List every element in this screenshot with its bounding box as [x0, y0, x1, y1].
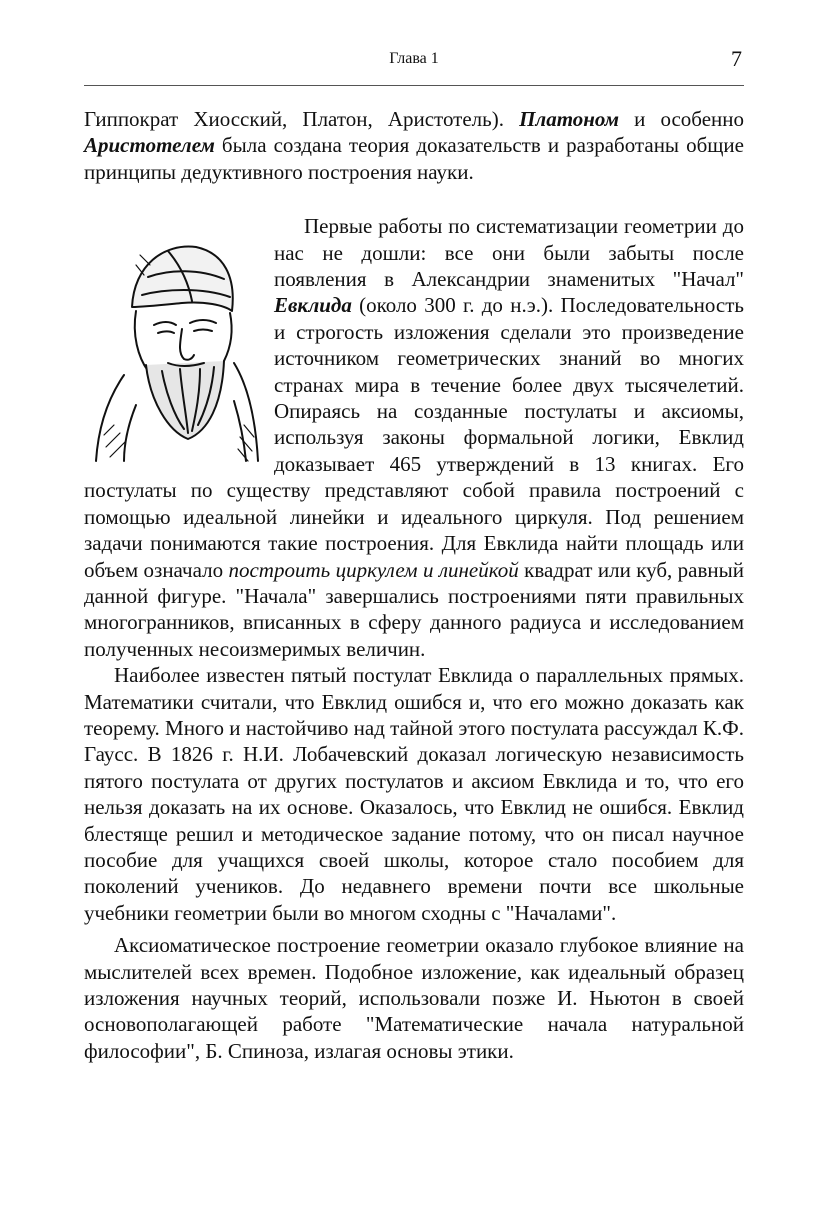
bold-italic-name: Аристотелем	[84, 133, 215, 158]
text-run: и особенно	[619, 107, 744, 131]
text-run: Гиппократ Хиосский, Платон, Аристотель).	[84, 107, 520, 131]
italic-phrase: построить циркулем и линейкой	[228, 557, 519, 582]
paragraph-intro	[84, 106, 744, 185]
running-header	[84, 46, 744, 86]
paragraph-axiomatic-influence: Аксиоматическое построение геометрии оказало глубокое влияние на мыслителей всех времен. Подобное изложение, как идеальный образец изложения научных теорий, использовали позже И. Ньютон в своей основополагающей работе "Математические начала натуральной философии", Б. Спиноза, излагая основы этики.	[84, 933, 744, 1063]
euclid-portrait-icon	[84, 225, 262, 465]
chapter-title: Глава 1	[389, 50, 439, 67]
bold-italic-name: Евклида	[274, 293, 352, 318]
paragraph-gap	[84, 185, 744, 213]
header-rule	[84, 85, 744, 86]
page-body	[84, 106, 744, 1064]
bold-italic-name: Платоном	[519, 107, 619, 131]
text-run: была создана теория доказательств и разработаны общие принципы дедуктивного построения науки.	[84, 133, 744, 184]
text-run: (около 300 г. до н.э.). Последовательность и строгость изложения сделали это произведение источником геометрических знаний во многих странах мира в течение более двух тысячелетий. Опираясь на созданные постулаты и аксиомы, используя законы формальной логики, Евклид доказывает 465 утверждений в 13 книгах. Его постулаты по существу представляют собой правила построений с помощью идеальной линейки и идеального циркуля. Под решением задачи понимаются такие построения. Для Евклида найти площадь или объем означало	[84, 293, 744, 582]
page-number: 7	[731, 46, 742, 71]
paragraph-fifth-postulate: Наиболее известен пятый постулат Евклида о параллельных прямых. Математики считали, что Евклид ошибся и, что его можно доказать как теорему. Много и настойчиво над тайной этого постулата рассуждал К.Ф. Гаусс. В 1826 г. Н.И. Лобачевский доказал логическую независимость пятого постулата от других постулатов и аксиом Евклида и то, что его нельзя доказать на их основе. Оказалось, что Евклид не ошибся. Евклид блестяще решил и методическое задание потому, что он писал научное пособие для учащихся своей школы, которое стало пособием для поколений учеников. До недавнего времени почти все школьные учебники геометрии были во многом сходны с "Началами".	[84, 663, 744, 925]
text-run: Первые работы по систематизации геометрии до нас не дошли: все они были забыты после появления в Александрии знаменитых "Начал"	[274, 214, 744, 292]
text-run: квадрат или куб, равный данной фигуре. "Начала" завершались построениями пяти правильных многогранников, вписанных в сферу данного радиуса и исследованием полученных несоизмеримых величин.	[84, 557, 744, 661]
